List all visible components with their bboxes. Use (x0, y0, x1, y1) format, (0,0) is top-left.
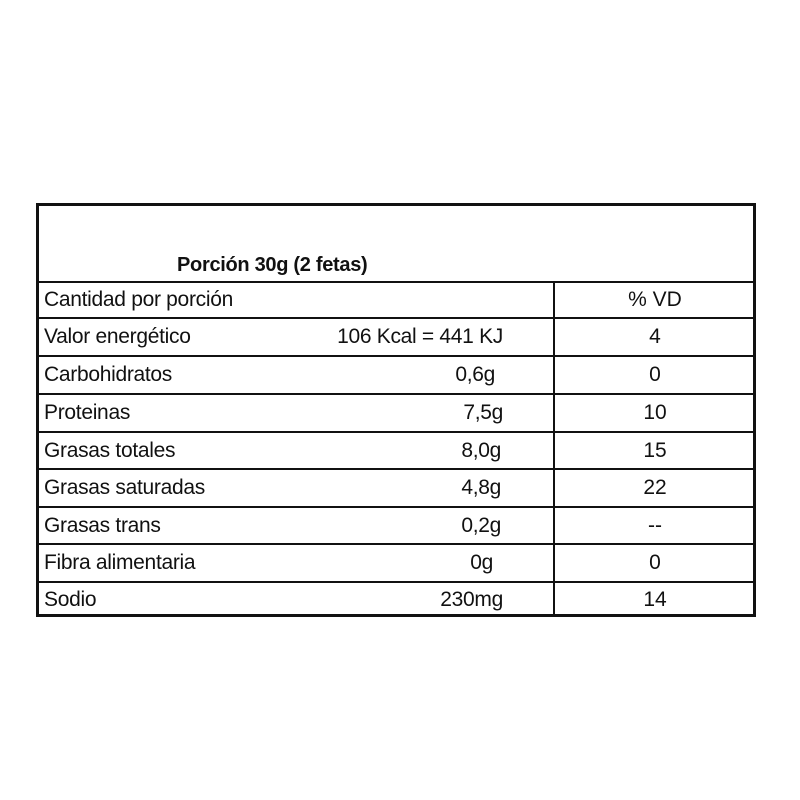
nutrient-vd: 4 (649, 325, 661, 348)
nutrient-amount: 0,2g (461, 514, 501, 537)
nutrient-vd: 15 (643, 439, 667, 462)
table-row (39, 319, 753, 357)
table-row (39, 470, 753, 508)
nutrient-vd: 14 (643, 588, 667, 611)
nutrient-vd: 0 (649, 363, 661, 386)
nutrient-amount: 0g (470, 551, 493, 574)
nutrient-name: Grasas saturadas (44, 476, 205, 499)
nutrient-vd: 10 (643, 401, 667, 424)
serving-title: Porción 30g (2 fetas) (177, 254, 368, 276)
nutrient-name: Valor energético (44, 325, 191, 348)
nutrient-amount: 4,8g (461, 476, 501, 499)
title-row (39, 206, 753, 283)
table-row (39, 357, 753, 395)
nutrient-name: Proteinas (44, 401, 131, 424)
nutrient-name: Carbohidratos (44, 363, 173, 386)
header-vd: % VD (628, 288, 682, 311)
nutrient-vd: 22 (643, 476, 667, 499)
nutrient-amount: 106 Kcal = 441 KJ (337, 325, 503, 348)
table-row (39, 433, 753, 470)
nutrient-vd: -- (648, 514, 662, 537)
nutrient-amount: 230mg (440, 588, 503, 611)
table-row (39, 583, 753, 617)
nutrient-amount: 7,5g (463, 401, 503, 424)
nutrition-facts-table (36, 203, 756, 617)
table-row (39, 545, 753, 583)
nutrient-amount: 8,0g (461, 439, 501, 462)
nutrient-name: Grasas totales (44, 439, 176, 462)
header-quantity: Cantidad por porción (44, 288, 233, 311)
nutrient-vd: 0 (649, 551, 661, 574)
nutrient-name: Fibra alimentaria (44, 551, 196, 574)
nutrient-name: Sodio (44, 588, 97, 611)
header-row (39, 283, 753, 319)
nutrient-amount: 0,6g (455, 363, 495, 386)
nutrient-name: Grasas trans (44, 514, 161, 537)
table-row (39, 395, 753, 433)
table-row (39, 508, 753, 545)
